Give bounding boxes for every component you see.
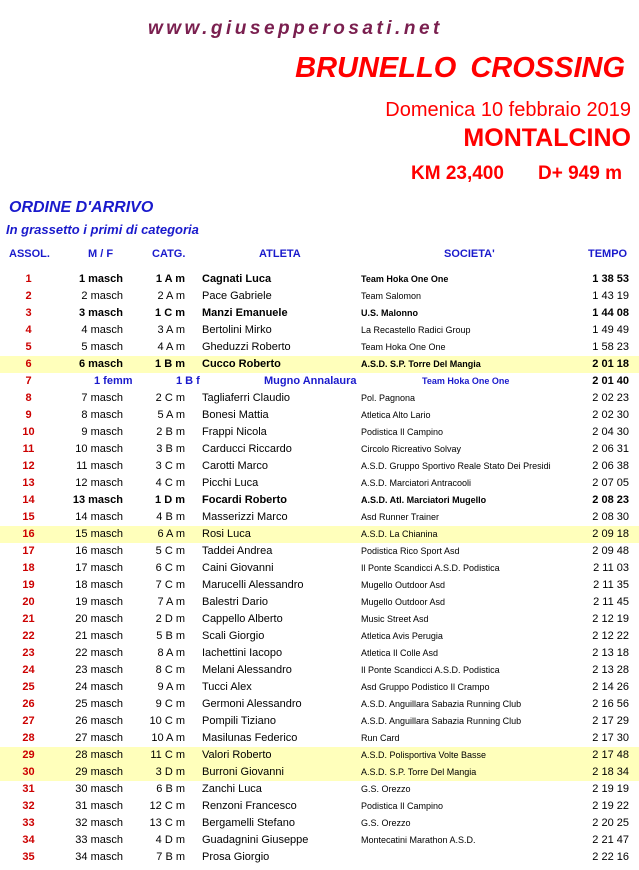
finish-time: 2 18 34 [592,766,629,778]
athlete-name: Tucci Alex [202,681,252,693]
gender-rank: 16 masch [75,545,123,557]
athlete-name: Gheduzzi Roberto [202,341,291,353]
club-name: Asd Runner Trainer [361,512,440,522]
athlete-name: Cucco Roberto [202,358,281,370]
club-name: Team Salomon [361,291,422,301]
category: 1 B m [155,358,185,370]
results-table [0,271,639,866]
athlete-name: Marucelli Alessandro [202,579,304,591]
athlete-name: Caini Giovanni [202,562,274,574]
bold-note: In grassetto i primi di categoria [6,222,199,237]
category: 8 C m [155,664,185,676]
club-name: Atletica Alto Lario [361,410,431,420]
athlete-name: Masserizzi Marco [202,511,288,523]
club-name: A.S.D. S.P. Torre Del Mangia [361,767,477,777]
gender-rank: 6 masch [78,358,123,370]
position: 19 [22,579,35,591]
finish-time: 2 08 30 [592,511,629,523]
position: 14 [22,494,35,506]
club-name: A.S.D. S.P. Torre Del Mangia [361,359,481,369]
club-name: Team Hoka One One [422,376,510,386]
table-row [0,713,639,730]
table-row [0,815,639,832]
gender-rank: 18 masch [75,579,123,591]
gender-rank: 19 masch [75,596,123,608]
athlete-name: Balestri Dario [202,596,269,608]
table-row [0,628,639,645]
finish-time: 2 20 25 [592,817,629,829]
athlete-name: Picchi Luca [202,477,259,489]
finish-time: 2 08 23 [592,494,629,506]
position: 15 [22,511,35,523]
category: 2 D m [155,613,185,625]
position: 32 [22,800,35,812]
table-row [0,662,639,679]
club-name: A.S.D. Gruppo Sportivo Reale Stato Dei Presidi [361,461,551,471]
position: 10 [22,426,35,438]
table-row [0,509,639,526]
athlete-name: Guadagnini Giuseppe [202,834,309,846]
category: 10 A m [151,732,185,744]
finish-time: 2 01 18 [592,358,629,370]
finish-time: 2 12 19 [592,613,629,625]
gender-rank: 27 masch [75,732,123,744]
gender-rank: 17 masch [75,562,123,574]
gender-rank: 20 masch [75,613,123,625]
athlete-name: Cappello Alberto [202,613,283,625]
table-row [0,798,639,815]
gender-rank: 21 masch [75,630,123,642]
gender-rank: 7 masch [81,392,123,404]
club-name: A.S.D. Marciatori Antracooli [361,478,472,488]
position: 25 [22,681,35,693]
athlete-name: Focardi Roberto [202,494,287,506]
category: 1 B f [176,375,200,387]
gender-rank: 29 masch [75,766,123,778]
athlete-name: Masilunas Federico [202,732,298,744]
athlete-name: Frappi Nicola [202,426,267,438]
table-row [0,373,639,390]
position: 11 [22,443,35,455]
finish-time: 2 02 23 [592,392,629,404]
table-row [0,781,639,798]
race-date: Domenica 10 febbraio 2019 [385,99,631,121]
athlete-name: Valori Roberto [202,749,272,761]
position: 1 [25,273,32,285]
position: 13 [22,477,35,489]
athlete-name: Burroni Giovanni [202,766,284,778]
athlete-name: Carotti Marco [202,460,269,472]
table-row [0,560,639,577]
position: 24 [22,664,35,676]
category: 4 A m [157,341,185,353]
club-name: A.S.D. Atl. Marciatori Mugello [361,495,487,505]
gender-rank: 23 masch [75,664,123,676]
athlete-name: Pace Gabriele [202,290,272,302]
athlete-name: Pompili Tiziano [202,715,276,727]
athlete-name: Tagliaferri Claudio [202,392,291,404]
finish-time: 1 44 08 [592,307,629,319]
gender-rank: 25 masch [75,698,123,710]
club-name: Pol. Pagnona [361,393,416,403]
athlete-name: Rosi Luca [202,528,251,540]
finish-time: 1 58 23 [592,341,629,353]
finish-time: 2 06 31 [592,443,629,455]
club-name: U.S. Malonno [361,308,418,318]
col-header-atleta: ATLETA [259,248,301,260]
athlete-name: Manzi Emanuele [202,307,288,319]
finish-time: 2 07 05 [592,477,629,489]
table-row [0,526,639,543]
position: 12 [22,460,35,472]
category: 6 A m [157,528,185,540]
club-name: Atletica Avis Perugia [361,631,443,641]
category: 1 C m [155,307,185,319]
gender-rank: 28 masch [75,749,123,761]
finish-time: 2 19 22 [592,800,629,812]
athlete-name: Iachettini Iacopo [202,647,283,659]
club-name: Il Ponte Scandicci A.S.D. Podistica [361,563,500,573]
athlete-name: Mugno Annalaura [264,375,357,387]
gender-rank: 26 masch [75,715,123,727]
category: 8 A m [157,647,185,659]
gender-rank: 24 masch [75,681,123,693]
gender-rank: 8 masch [81,409,123,421]
section-heading: ORDINE D'ARRIVO [9,199,154,216]
club-name: Music Street Asd [361,614,429,624]
table-row [0,849,639,866]
table-row [0,271,639,288]
position: 33 [22,817,35,829]
table-row [0,458,639,475]
gender-rank: 33 masch [75,834,123,846]
finish-time: 2 06 38 [592,460,629,472]
table-row [0,288,639,305]
position: 34 [22,834,35,846]
table-row [0,492,639,509]
table-row [0,322,639,339]
category: 6 B m [156,783,185,795]
category: 4 C m [155,477,185,489]
category: 5 A m [157,409,185,421]
category: 11 C m [150,749,185,761]
position: 35 [22,851,35,863]
category: 2 A m [157,290,185,302]
table-row [0,390,639,407]
athlete-name: Renzoni Francesco [202,800,297,812]
club-name: A.S.D. La Chianina [361,529,438,539]
category: 10 C m [149,715,185,727]
table-row [0,305,639,322]
category: 2 C m [155,392,185,404]
position: 30 [22,766,35,778]
gender-rank: 3 masch [78,307,123,319]
position: 8 [25,392,32,404]
position: 16 [22,528,35,540]
category: 7 B m [156,851,185,863]
position: 28 [22,732,35,744]
category: 3 A m [157,324,185,336]
gender-rank: 32 masch [75,817,123,829]
finish-time: 2 11 35 [593,579,629,591]
athlete-name: Bergamelli Stefano [202,817,295,829]
athlete-name: Cagnati Luca [202,273,272,285]
category: 4 B m [156,511,185,523]
race-elevation: D+ 949 m [538,163,622,184]
category: 5 C m [155,545,185,557]
gender-rank: 30 masch [75,783,123,795]
category: 2 B m [156,426,185,438]
position: 22 [22,630,35,642]
club-name: Mugello Outdoor Asd [361,597,446,607]
club-name: Mugello Outdoor Asd [361,580,446,590]
gender-rank: 10 masch [75,443,123,455]
gender-rank: 14 masch [75,511,123,523]
table-row [0,696,639,713]
position: 4 [25,324,32,336]
club-name: Montecatini Marathon A.S.D. [361,835,476,845]
category: 3 C m [155,460,185,472]
finish-time: 2 13 18 [592,647,629,659]
category: 7 C m [155,579,185,591]
club-name: Circolo Ricreativo Solvay [361,444,462,454]
finish-time: 2 02 30 [592,409,629,421]
table-row [0,339,639,356]
table-row [0,577,639,594]
col-header-tempo: TEMPO [588,248,628,260]
table-row [0,543,639,560]
category: 3 D m [155,766,185,778]
race-distance: KM 23,400 [411,163,504,184]
table-row [0,832,639,849]
category: 13 C m [149,817,185,829]
finish-time: 1 43 19 [592,290,629,302]
club-name: Podistica Il Campino [361,427,444,437]
finish-time: 1 38 53 [592,273,629,285]
club-name: Podistica Il Campino [361,801,444,811]
finish-time: 2 16 56 [592,698,629,710]
club-name: A.S.D. Anguillara Sabazia Running Club [361,699,522,709]
race-location: MONTALCINO [463,124,631,152]
club-name: Asd Gruppo Podistico Il Crampo [361,682,490,692]
finish-time: 2 04 30 [592,426,629,438]
club-name: Podistica Rico Sport Asd [361,546,460,556]
position: 3 [25,307,32,319]
club-name: Il Ponte Scandicci A.S.D. Podistica [361,665,500,675]
club-name: A.S.D. Anguillara Sabazia Running Club [361,716,522,726]
position: 21 [22,613,35,625]
athlete-name: Scali Giorgio [202,630,265,642]
category: 5 B m [156,630,185,642]
gender-rank: 13 masch [72,494,123,506]
gender-rank: 22 masch [75,647,123,659]
table-row [0,594,639,611]
category: 1 D m [155,494,185,506]
finish-time: 2 09 18 [592,528,629,540]
finish-time: 2 13 28 [592,664,629,676]
finish-time: 2 21 47 [592,834,629,846]
table-row [0,475,639,492]
athlete-name: Taddei Andrea [202,545,273,557]
col-header-mf: M / F [88,248,114,260]
finish-time: 2 01 40 [592,375,629,387]
col-header-societa: SOCIETA' [444,248,495,260]
finish-time: 2 22 16 [592,851,629,863]
table-row [0,611,639,628]
category: 12 C m [149,800,185,812]
col-header-catg: CATG. [152,248,186,260]
website-url: www.giusepperosati.net [148,18,443,39]
finish-time: 2 19 19 [592,783,629,795]
finish-time: 2 11 03 [593,562,629,574]
finish-time: 2 17 30 [592,732,629,744]
race-title: BRUNELLO CROSSING [295,52,625,84]
category: 4 D m [155,834,185,846]
category: 1 A m [155,273,185,285]
position: 9 [25,409,32,421]
col-header-assol: ASSOL. [9,248,50,260]
position: 23 [22,647,35,659]
gender-rank: 11 masch [76,460,123,472]
finish-time: 2 12 22 [592,630,629,642]
finish-time: 2 14 26 [592,681,629,693]
table-row [0,679,639,696]
table-row [0,645,639,662]
table-row [0,441,639,458]
category: 9 C m [155,698,185,710]
gender-rank: 12 masch [75,477,123,489]
gender-rank: 1 femm [94,375,133,387]
finish-time: 2 11 45 [593,596,629,608]
gender-rank: 9 masch [81,426,123,438]
finish-time: 1 49 49 [592,324,629,336]
club-name: Team Hoka One One [361,274,449,284]
club-name: Run Card [361,733,400,743]
position: 5 [25,341,32,353]
category: 6 C m [155,562,185,574]
position: 20 [22,596,35,608]
club-name: La Recastello Radici Group [361,325,471,335]
finish-time: 2 17 48 [592,749,629,761]
position: 31 [22,783,35,795]
gender-rank: 5 masch [81,341,123,353]
table-row [0,407,639,424]
club-name: A.S.D. Polisportiva Volte Basse [361,750,487,760]
position: 17 [22,545,35,557]
position: 27 [22,715,35,727]
athlete-name: Zanchi Luca [202,783,262,795]
table-row [0,424,639,441]
finish-time: 2 17 29 [592,715,629,727]
position: 26 [22,698,35,710]
position: 2 [25,290,32,302]
table-row [0,356,639,373]
category: 7 A m [157,596,185,608]
table-row [0,730,639,747]
athlete-name: Bertolini Mirko [202,324,272,336]
table-row [0,747,639,764]
athlete-name: Prosa Giorgio [202,851,270,863]
athlete-name: Melani Alessandro [202,664,292,676]
athlete-name: Bonesi Mattia [202,409,269,421]
club-name: G.S. Orezzo [361,784,411,794]
gender-rank: 1 masch [78,273,123,285]
club-name: Atletica Il Colle Asd [361,648,439,658]
club-name: G.S. Orezzo [361,818,411,828]
gender-rank: 31 masch [75,800,123,812]
gender-rank: 4 masch [81,324,123,336]
gender-rank: 34 masch [75,851,123,863]
position: 7 [25,375,32,387]
gender-rank: 15 masch [75,528,123,540]
position: 29 [22,749,35,761]
position: 6 [25,358,32,370]
athlete-name: Germoni Alessandro [202,698,302,710]
club-name: Team Hoka One One [361,342,446,352]
position: 18 [22,562,35,574]
gender-rank: 2 masch [81,290,123,302]
finish-time: 2 09 48 [592,545,629,557]
category: 3 B m [156,443,185,455]
table-row [0,764,639,781]
category: 9 A m [157,681,185,693]
athlete-name: Carducci Riccardo [202,443,292,455]
